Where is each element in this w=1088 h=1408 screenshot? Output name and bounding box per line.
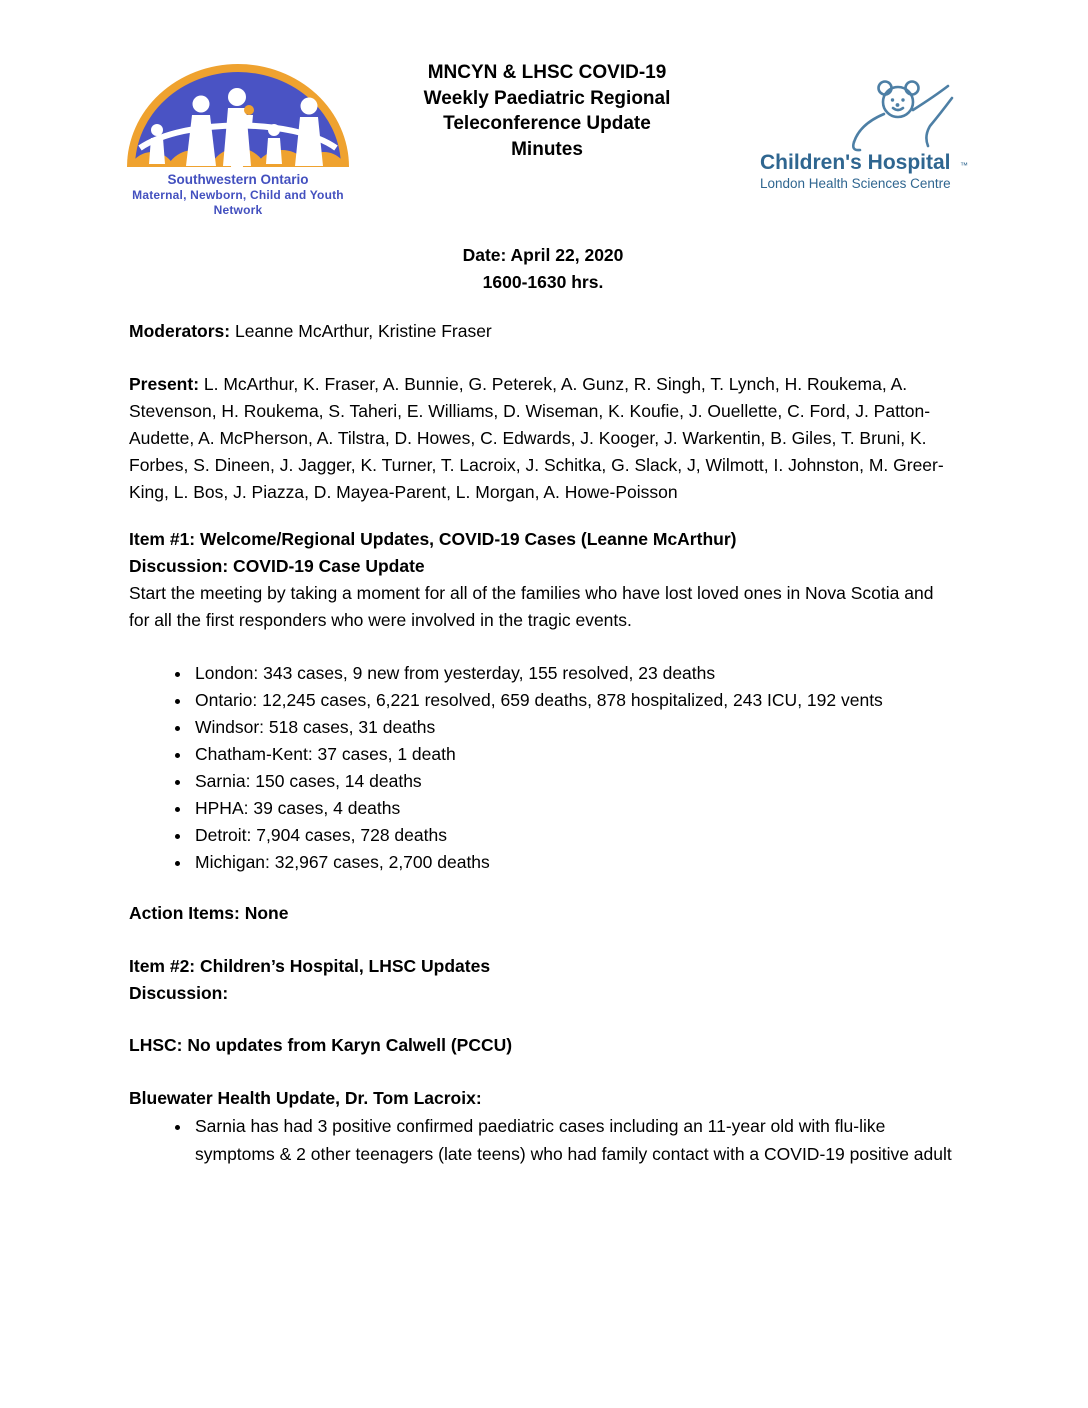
list-item: • Detroit: 7,904 cases, 728 deaths	[192, 822, 957, 849]
mncyn-caption-line1: Southwestern Ontario	[167, 172, 309, 187]
moderators-label: Moderators:	[129, 321, 231, 341]
meeting-time: 1600-1630 hrs.	[482, 272, 604, 292]
list-item: • HPHA: 39 cases, 4 deaths	[192, 795, 957, 822]
item1-intro: Start the meeting by taking a moment for all of the families who have lost loved ones in Nova Scotia and for all the first responders who were involved in the tragic events.	[129, 583, 934, 630]
action-items-label: Action Items:	[129, 903, 240, 923]
title-line-1: MNCYN & LHSC COVID-19	[427, 62, 667, 83]
list-item: • Michigan: 32,967 cases, 2,700 deaths	[192, 849, 957, 876]
meeting-date-block	[129, 242, 957, 296]
list-item: • Windsor: 518 cases, 31 deaths	[192, 714, 957, 741]
document-title	[388, 60, 706, 162]
item2-discussion-label: Discussion:	[129, 983, 229, 1003]
title-line-3: Teleconference Update	[443, 113, 651, 134]
list-item: • Ontario: 12,245 cases, 6,221 resolved, 659 deaths, 878 hospitalized, 243 ICU, 192 vents	[192, 687, 957, 714]
item1-heading: Item #1: Welcome/Regional Updates, COVID-19 Cases (Leanne McArthur)	[129, 529, 737, 549]
mncyn-logo-caption	[122, 172, 354, 218]
moderators-value: Leanne McArthur, Kristine Fraser	[230, 321, 492, 341]
covid-case-bullet-list	[129, 660, 957, 876]
mncyn-logo	[122, 60, 354, 218]
present-paragraph	[129, 371, 957, 506]
title-line-4: Minutes	[511, 138, 583, 160]
mncyn-dome-logo-graphic	[124, 60, 352, 170]
childrens-hospital-name: Children's Hospital	[760, 151, 951, 174]
list-item: • Sarnia: 150 cases, 14 deaths	[192, 768, 957, 795]
childrens-hospital-logo	[756, 80, 968, 192]
teddy-bear-icon	[840, 76, 960, 154]
action-items-line	[129, 900, 957, 927]
trademark-symbol: ™	[960, 161, 968, 170]
action-items-value: None	[239, 903, 289, 923]
title-line-2: Weekly Paediatric Regional	[423, 87, 671, 109]
childrens-hospital-subtitle: London Health Sciences Centre	[760, 176, 951, 191]
document-body	[129, 242, 957, 1168]
item1-discussion-heading: Discussion: COVID-19 Case Update	[129, 556, 425, 576]
bluewater-heading: Bluewater Health Update, Dr. Tom Lacroix:	[129, 1088, 482, 1108]
childrens-hospital-text	[760, 151, 951, 192]
item2-heading: Item #2: Children’s Hospital, LHSC Updates	[129, 956, 491, 976]
present-value: L. McArthur, K. Fraser, A. Bunnie, G. Peterek, A. Gunz, R. Singh, T. Lynch, H. Roukema, A. Stevenson, H. Roukema, S. Taheri, E. Williams, D. Wiseman, K. Koufie, J. Ouellette, C. Ford, J. Patton-Audette, A. McPherson, A. Tilstra, D. Howes, C. Edwards, J. Kooger, J. Warkentin, B. Giles, T. Bruni, K. Forbes, S. Dineen, J. Jagger, K. Turner, T. Lacroix, J. Schitka, G. Slack, J, Wilmott, I. Johnston, M. Greer-King, L. Bos, J. Piazza, D. Mayea-Parent, L. Morgan, A. Howe-Poisson	[129, 374, 944, 502]
bluewater-bullet-list	[129, 1112, 957, 1168]
present-label: Present:	[129, 374, 200, 394]
lhsc-update-line: LHSC: No updates from Karyn Calwell (PCCU)	[129, 1035, 513, 1055]
moderators-line	[129, 318, 957, 345]
list-item: • London: 343 cases, 9 new from yesterday, 155 resolved, 23 deaths	[192, 660, 957, 687]
meeting-date: Date: April 22, 2020	[462, 245, 624, 265]
list-item: • Chatham-Kent: 37 cases, 1 death	[192, 741, 957, 768]
mncyn-caption-line2: Maternal, Newborn, Child and Youth Network	[132, 188, 344, 217]
list-item: • Sarnia has had 3 positive confirmed paediatric cases including an 11-year old with flu-like symptoms & 2 other teenagers (late teens) who had family contact with a COVID-19 positive adult	[192, 1112, 965, 1168]
